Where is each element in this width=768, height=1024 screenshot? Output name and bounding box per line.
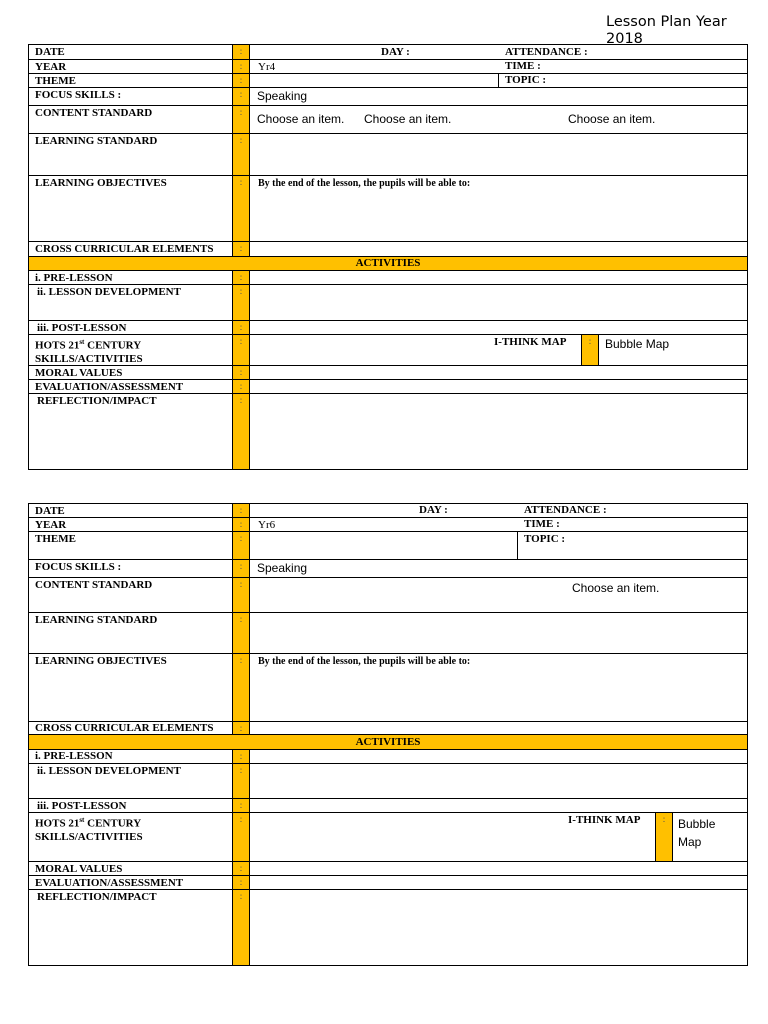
colon-column <box>232 176 250 241</box>
label-topic: TOPIC : <box>524 533 566 545</box>
ithink-map-value[interactable] <box>678 815 715 851</box>
row-moral-values <box>29 862 747 876</box>
hots-superscript: st <box>79 816 85 824</box>
row-reflection <box>29 890 747 965</box>
row-learning-standard <box>29 134 747 176</box>
label-moral-values: MORAL VALUES <box>35 863 123 875</box>
colon: : <box>239 519 243 529</box>
colon: : <box>239 381 243 391</box>
label-year: YEAR <box>35 519 67 531</box>
label-moral-values: MORAL VALUES <box>35 367 123 379</box>
label-content-standard: CONTENT STANDARD <box>35 107 153 119</box>
row-post-lesson <box>29 321 747 335</box>
colon: : <box>239 243 243 253</box>
row-hots <box>29 335 747 366</box>
label-topic: TOPIC : <box>505 74 547 86</box>
colon: : <box>239 75 243 85</box>
colon-column <box>232 578 250 612</box>
row-learning-standard <box>29 613 747 654</box>
row-content-standard <box>29 578 747 613</box>
label-cross-curricular: CROSS CURRICULAR ELEMENTS <box>35 722 214 734</box>
colon-column <box>232 335 250 365</box>
colon: : <box>239 177 243 187</box>
focus-skills-value[interactable]: Speaking <box>257 561 308 575</box>
label-lesson-development: ii. LESSON DEVELOPMENT <box>37 765 181 777</box>
lesson-plan-table-2 <box>28 503 748 966</box>
label-pre-lesson: i. PRE-LESSON <box>35 750 113 762</box>
colon-column <box>232 613 250 653</box>
label-learning-objectives: LEARNING OBJECTIVES <box>35 177 167 189</box>
colon-column <box>232 106 250 133</box>
label-ithink-map: I-THINK MAP <box>494 336 567 348</box>
row-cross-curricular <box>29 722 747 735</box>
label-day: DAY : <box>381 46 410 58</box>
label-learning-standard: LEARNING STANDARD <box>35 614 158 626</box>
ithink-map-value-line2: Map <box>678 835 702 849</box>
colon-column <box>232 60 250 73</box>
activities-heading: ACTIVITIES <box>355 736 421 748</box>
row-evaluation <box>29 380 747 394</box>
document-title: Lesson Plan Year 2018 <box>606 14 727 47</box>
hots-text-rest: CENTURY <box>84 817 142 830</box>
colon: : <box>239 505 243 515</box>
colon-column <box>232 285 250 320</box>
row-post-lesson <box>29 799 747 813</box>
row-evaluation <box>29 876 747 890</box>
label-attendance: ATTENDANCE : <box>524 504 607 516</box>
colon-column <box>232 518 250 531</box>
row-pre-lesson <box>29 271 747 285</box>
colon: : <box>239 395 243 405</box>
colon: : <box>239 336 243 346</box>
activities-heading: ACTIVITIES <box>355 257 421 269</box>
colon-column <box>232 799 250 812</box>
row-activities-header <box>29 735 747 750</box>
colon: : <box>239 579 243 589</box>
colon-column <box>232 750 250 763</box>
label-content-standard: CONTENT STANDARD <box>35 579 153 591</box>
row-theme <box>29 74 747 88</box>
label-reflection: REFLECTION/IMPACT <box>37 395 157 407</box>
colon: : <box>239 561 243 571</box>
content-dropdown-2[interactable]: Choose an item. <box>364 112 452 126</box>
hots-superscript: st <box>79 338 85 346</box>
hots-text-rest: CENTURY <box>84 339 142 352</box>
label-evaluation: EVALUATION/ASSESSMENT <box>35 877 184 889</box>
row-learning-objectives <box>29 176 747 242</box>
colon-column <box>232 88 250 105</box>
label-reflection: REFLECTION/IMPACT <box>37 891 157 903</box>
colon: : <box>239 272 243 282</box>
objectives-text[interactable]: By the end of the lesson, the pupils will be able to: <box>258 178 471 189</box>
label-post-lesson: iii. POST-LESSON <box>37 800 127 812</box>
topic-divider <box>498 74 499 87</box>
colon: : <box>239 877 243 887</box>
colon-column <box>232 366 250 379</box>
colon-column <box>232 271 250 284</box>
ithink-map-value-line1: Bubble <box>678 817 716 831</box>
row-moral-values <box>29 366 747 380</box>
row-pre-lesson <box>29 750 747 764</box>
colon: : <box>239 655 243 665</box>
row-lesson-development <box>29 764 747 799</box>
colon-column <box>232 394 250 469</box>
label-post-lesson: iii. POST-LESSON <box>37 322 127 334</box>
colon-column <box>232 242 250 256</box>
label-day: DAY : <box>419 504 448 516</box>
label-learning-objectives: LEARNING OBJECTIVES <box>35 655 167 667</box>
ithink-colon-column <box>655 813 673 861</box>
row-activities-header <box>29 257 747 271</box>
colon-column <box>232 890 250 965</box>
ithink-map-value[interactable]: Bubble Map <box>605 337 670 351</box>
colon: : <box>239 765 243 775</box>
colon: : <box>239 322 243 332</box>
colon: : <box>239 46 243 56</box>
row-focus-skills <box>29 88 747 106</box>
row-focus-skills <box>29 560 747 578</box>
row-learning-objectives <box>29 654 747 722</box>
colon: : <box>239 863 243 873</box>
row-year <box>29 518 747 532</box>
colon: : <box>239 614 243 624</box>
colon-column <box>232 560 250 577</box>
colon: : <box>239 751 243 761</box>
topic-divider <box>517 532 518 559</box>
colon-column <box>232 813 250 861</box>
label-time: TIME : <box>524 518 560 530</box>
colon-column <box>232 321 250 334</box>
label-year: YEAR <box>35 61 67 73</box>
label-time: TIME : <box>505 60 541 72</box>
ithink-colon-column <box>581 335 599 365</box>
year-value[interactable]: Yr6 <box>258 519 276 531</box>
hots-text-line2: SKILLS/ACTIVITIES <box>35 352 143 365</box>
colon: : <box>239 89 243 99</box>
label-evaluation: EVALUATION/ASSESSMENT <box>35 381 184 393</box>
colon-column <box>232 862 250 875</box>
label-learning-standard: LEARNING STANDARD <box>35 135 158 147</box>
row-date <box>29 504 747 518</box>
colon: : <box>239 367 243 377</box>
row-date <box>29 45 747 60</box>
colon: : <box>239 800 243 810</box>
colon: : <box>239 533 243 543</box>
label-lesson-development: ii. LESSON DEVELOPMENT <box>37 286 181 298</box>
content-dropdown-3[interactable]: Choose an item. <box>568 112 656 126</box>
content-dropdown-1[interactable]: Choose an item. <box>257 112 345 126</box>
year-value[interactable]: Yr4 <box>258 61 276 73</box>
objectives-text[interactable]: By the end of the lesson, the pupils will be able to: <box>258 656 471 667</box>
colon: : <box>239 814 243 824</box>
colon-column <box>232 654 250 721</box>
colon-column <box>232 876 250 889</box>
colon-column <box>232 74 250 87</box>
content-dropdown-1[interactable]: Choose an item. <box>572 581 660 595</box>
hots-text: HOTS 21 <box>35 817 80 830</box>
label-theme: THEME <box>35 75 76 87</box>
label-focus-skills: FOCUS SKILLS : <box>35 561 122 573</box>
colon-column <box>232 504 250 517</box>
colon-column <box>232 764 250 798</box>
label-attendance: ATTENDANCE : <box>505 46 588 58</box>
row-content-standard <box>29 106 747 134</box>
label-hots <box>35 814 231 844</box>
label-ithink-map: I-THINK MAP <box>568 814 641 826</box>
row-lesson-development <box>29 285 747 321</box>
colon: : <box>239 61 243 71</box>
lesson-plan-table-1 <box>28 44 748 470</box>
colon: : <box>239 107 243 117</box>
colon: : <box>239 286 243 296</box>
hots-text-line2: SKILLS/ACTIVITIES <box>35 830 143 843</box>
colon: : <box>239 723 243 733</box>
label-date: DATE <box>35 505 65 517</box>
label-hots <box>35 336 231 366</box>
label-cross-curricular: CROSS CURRICULAR ELEMENTS <box>35 243 214 255</box>
label-theme: THEME <box>35 533 76 545</box>
row-cross-curricular <box>29 242 747 257</box>
focus-skills-value[interactable]: Speaking <box>257 89 308 103</box>
colon-column <box>232 380 250 393</box>
label-pre-lesson: i. PRE-LESSON <box>35 272 113 284</box>
row-year <box>29 60 747 74</box>
label-date: DATE <box>35 46 65 58</box>
row-reflection <box>29 394 747 469</box>
label-focus-skills: FOCUS SKILLS : <box>35 89 122 101</box>
row-theme <box>29 532 747 560</box>
row-hots <box>29 813 747 862</box>
colon-column <box>232 722 250 734</box>
colon-column <box>232 134 250 175</box>
colon-column <box>232 532 250 559</box>
colon: : <box>239 135 243 145</box>
colon: : <box>239 891 243 901</box>
colon: : <box>588 336 592 346</box>
colon-column <box>232 45 250 59</box>
hots-text: HOTS 21 <box>35 339 80 352</box>
colon: : <box>662 814 666 824</box>
